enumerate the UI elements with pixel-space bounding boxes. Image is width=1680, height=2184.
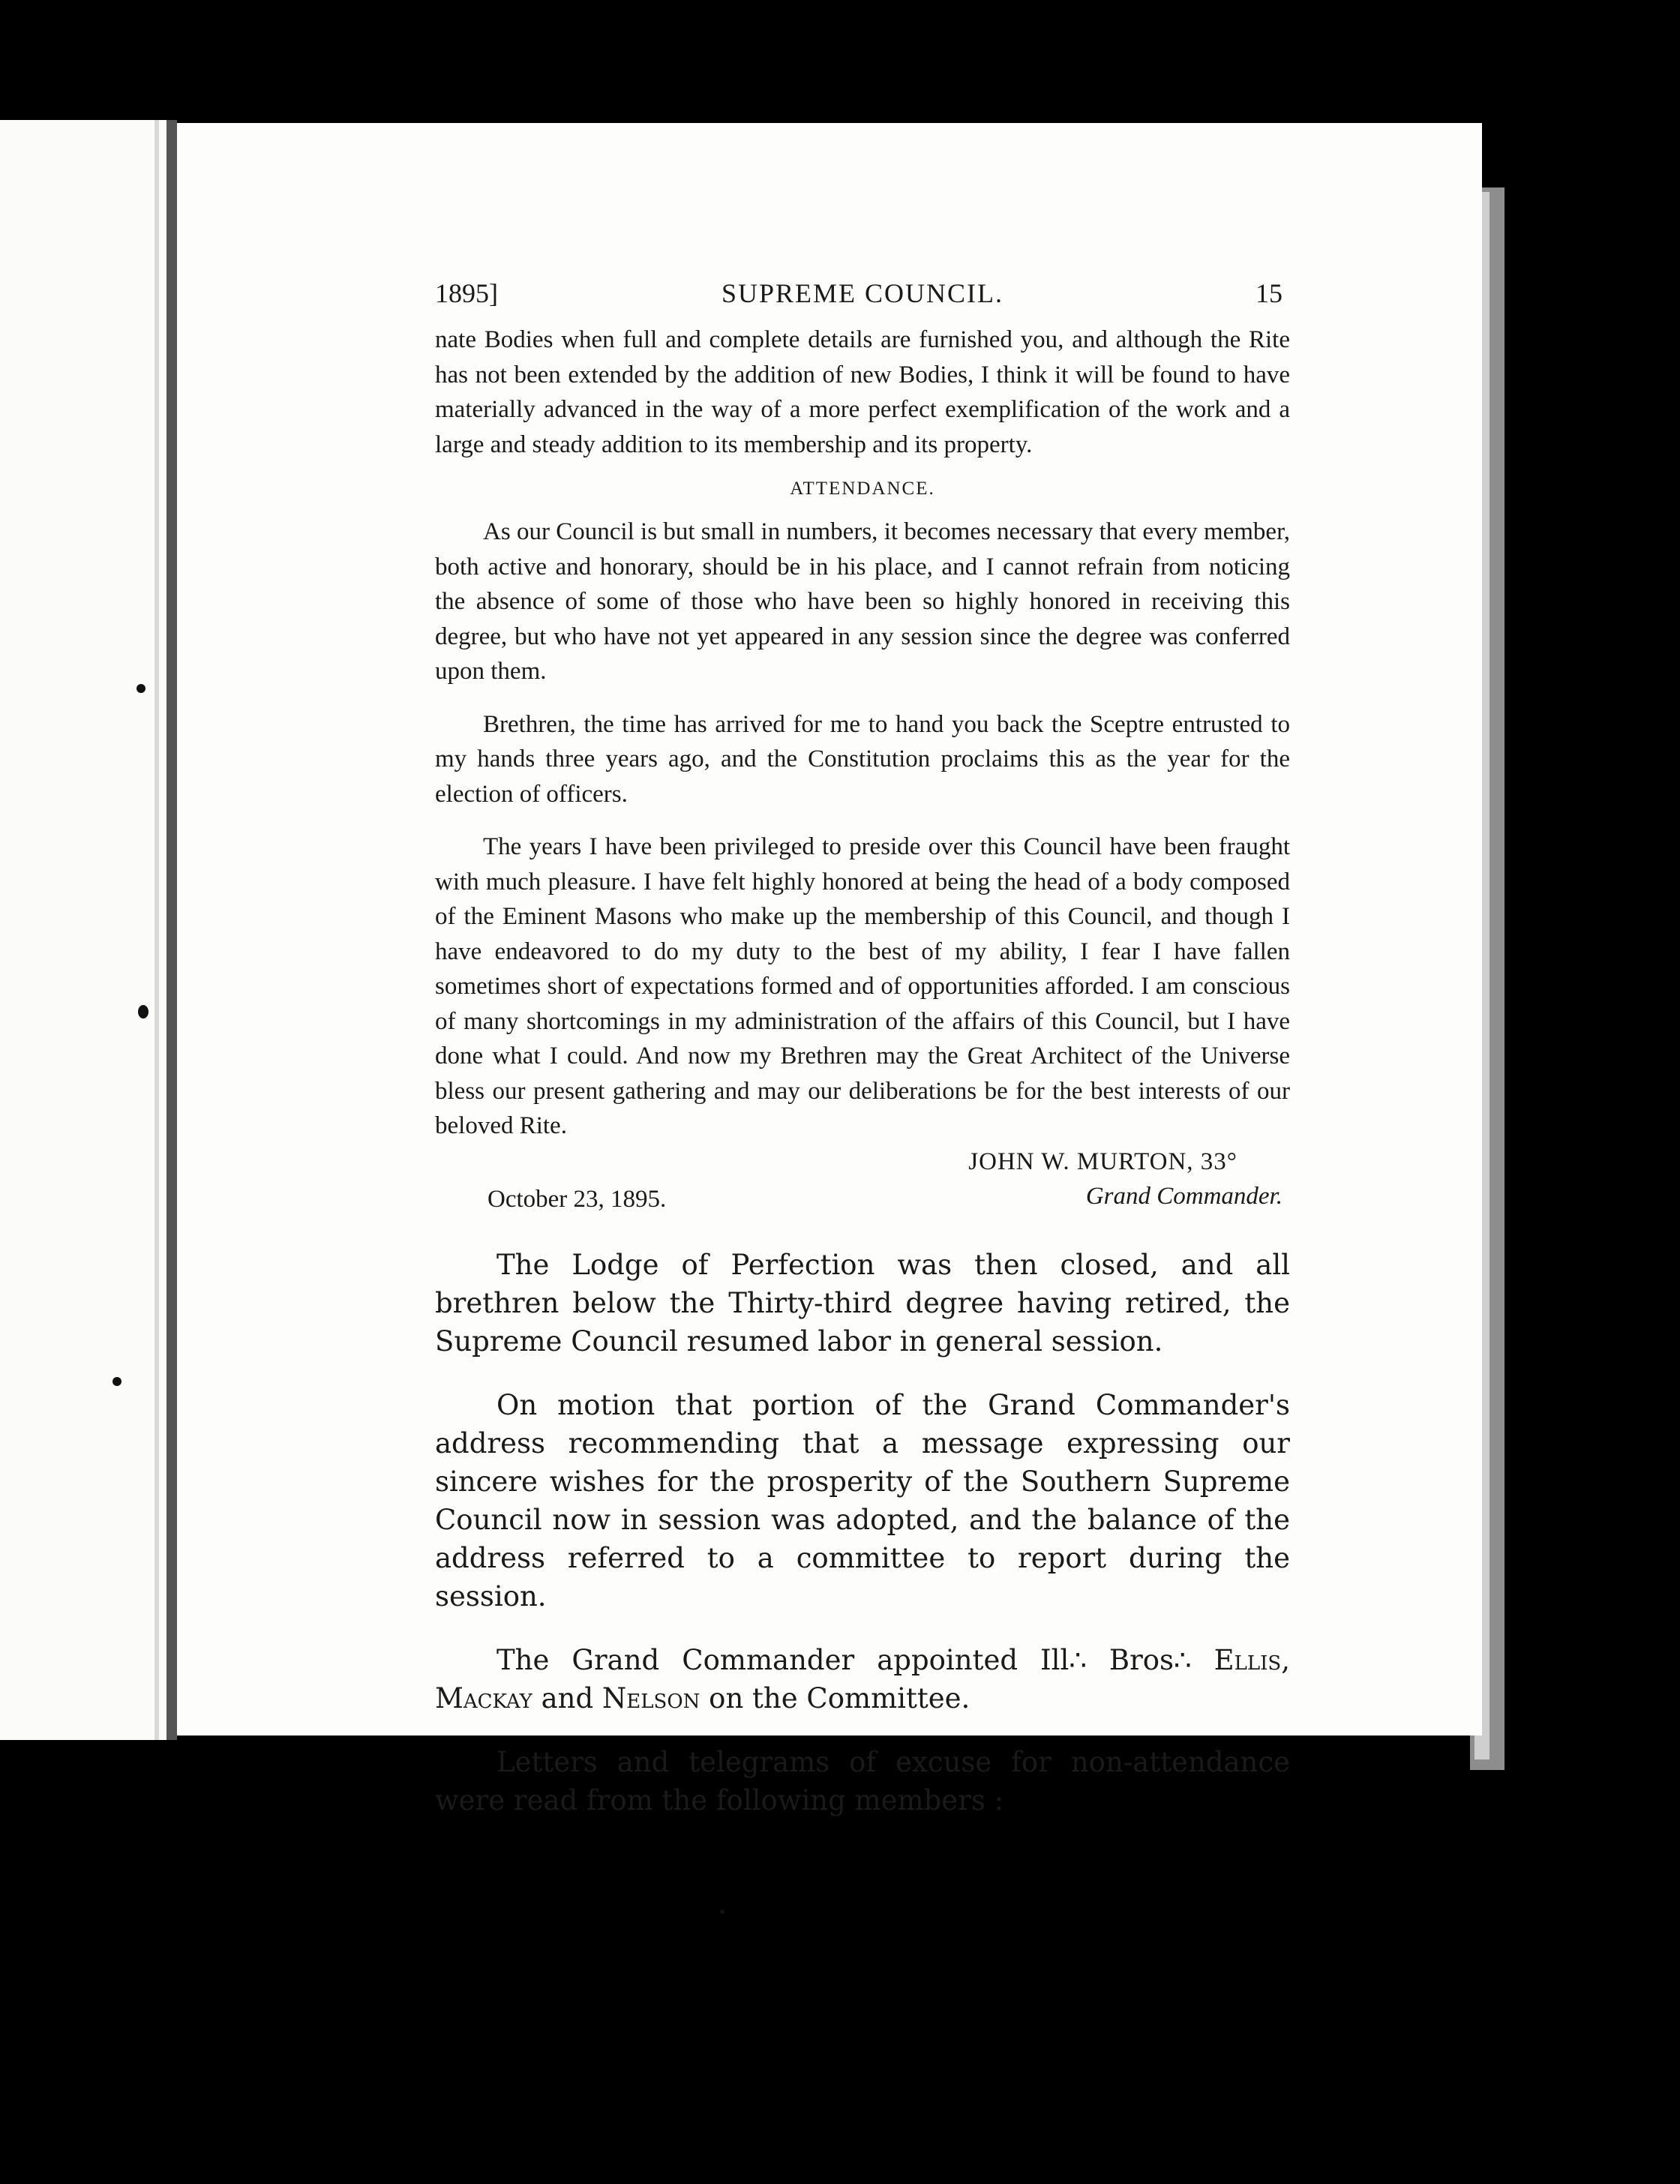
proceedings-text (435, 1246, 1290, 1820)
page-text (435, 278, 1290, 1820)
committee-text: The Grand Commander appointed Ill∴ Bros∴ (496, 1643, 1214, 1676)
committee-and: and (532, 1682, 602, 1714)
paragraph-letters: Letters and telegrams of excuse for non-attendance were read from the following members : (435, 1745, 1290, 1816)
specimen-speck (720, 1910, 724, 1914)
running-head-title: SUPREME COUNCIL. (721, 278, 1004, 308)
paragraph-committee (435, 1641, 1290, 1718)
paragraph-sceptre: Brethren, the time has arrived for me to hand you back the Sceptre entrusted to my hands three years ago, and the Constitution proclaims this as the year for the election of officers. (435, 710, 1290, 808)
paragraph-motion: On motion that portion of the Grand Commander's address recommending that a message expressing our sincere wishes for the prosperity of the Southern Supreme Council now in session was adopted, and the balance of the address referred to a committee to report during the session. (435, 1388, 1290, 1612)
committee-separator: , (1281, 1643, 1290, 1676)
paragraph-closing-remarks: The years I have been privileged to preside over this Council have been fraught with much pleasure. I have felt highly honored at being the head of a body composed of the Eminent Masons who make up the membership of this Council, and though I have endeavored to do my duty to the best of my ability, I fear I have fallen sometimes short of expectations formed and of opportunities afforded. I am conscious of many shortcomings in my administration of the affairs of this Council, but I have done what I could. And now my Brethren may the Great Architect of the Universe bless our present gathering and may our deliberations be for the best interests of our beloved Rite. (435, 833, 1290, 1139)
page-gutter-edge (154, 120, 159, 1740)
gutter-shadow (166, 120, 177, 1740)
page-number: 15 (1256, 278, 1282, 308)
running-head (435, 278, 1290, 322)
specimen-speck (112, 1377, 122, 1386)
paragraph-attendance: As our Council is but small in numbers, it becomes necessary that every member, both active and honorary, should be in his place, and I cannot refrain from noticing the absence of some of those who have been so highly honored in receiving this degree, but who have not yet appeared in any session since the degree was conferred upon them. (435, 518, 1290, 685)
signature-title: Grand Commander. (1085, 1182, 1282, 1210)
committee-end: on the Committee. (700, 1682, 970, 1714)
section-heading-attendance: ATTENDANCE. (790, 478, 935, 499)
running-head-year: 1895] (435, 278, 498, 308)
member-name-ellis: Ellis (1214, 1643, 1282, 1676)
paragraph-continuation: nate Bodies when full and complete details are furnished you, and although the Rite has not been extended by the addition of new Bodies, I think it will be found to have materially advanced in the way of a more perfect exemplification of the work and a large and steady addition to its membership and its property. (435, 326, 1290, 458)
facing-page-left (0, 120, 170, 1740)
specimen-speck (136, 684, 146, 693)
member-name-mackay: Mackay (435, 1682, 532, 1714)
signature-block (435, 1148, 1290, 1223)
specimen-speck (138, 1005, 148, 1018)
address-text (435, 322, 1290, 1223)
address-date: October 23, 1895. (488, 1185, 667, 1213)
paragraph-lodge-closed: The Lodge of Perfection was then closed, and all brethren below the Thirty-third degree having retired, the Supreme Council resumed labor in general session. (435, 1248, 1290, 1358)
signature-name: JOHN W. MURTON, 33° (968, 1148, 1238, 1175)
member-name-nelson: Nelson (602, 1682, 700, 1714)
